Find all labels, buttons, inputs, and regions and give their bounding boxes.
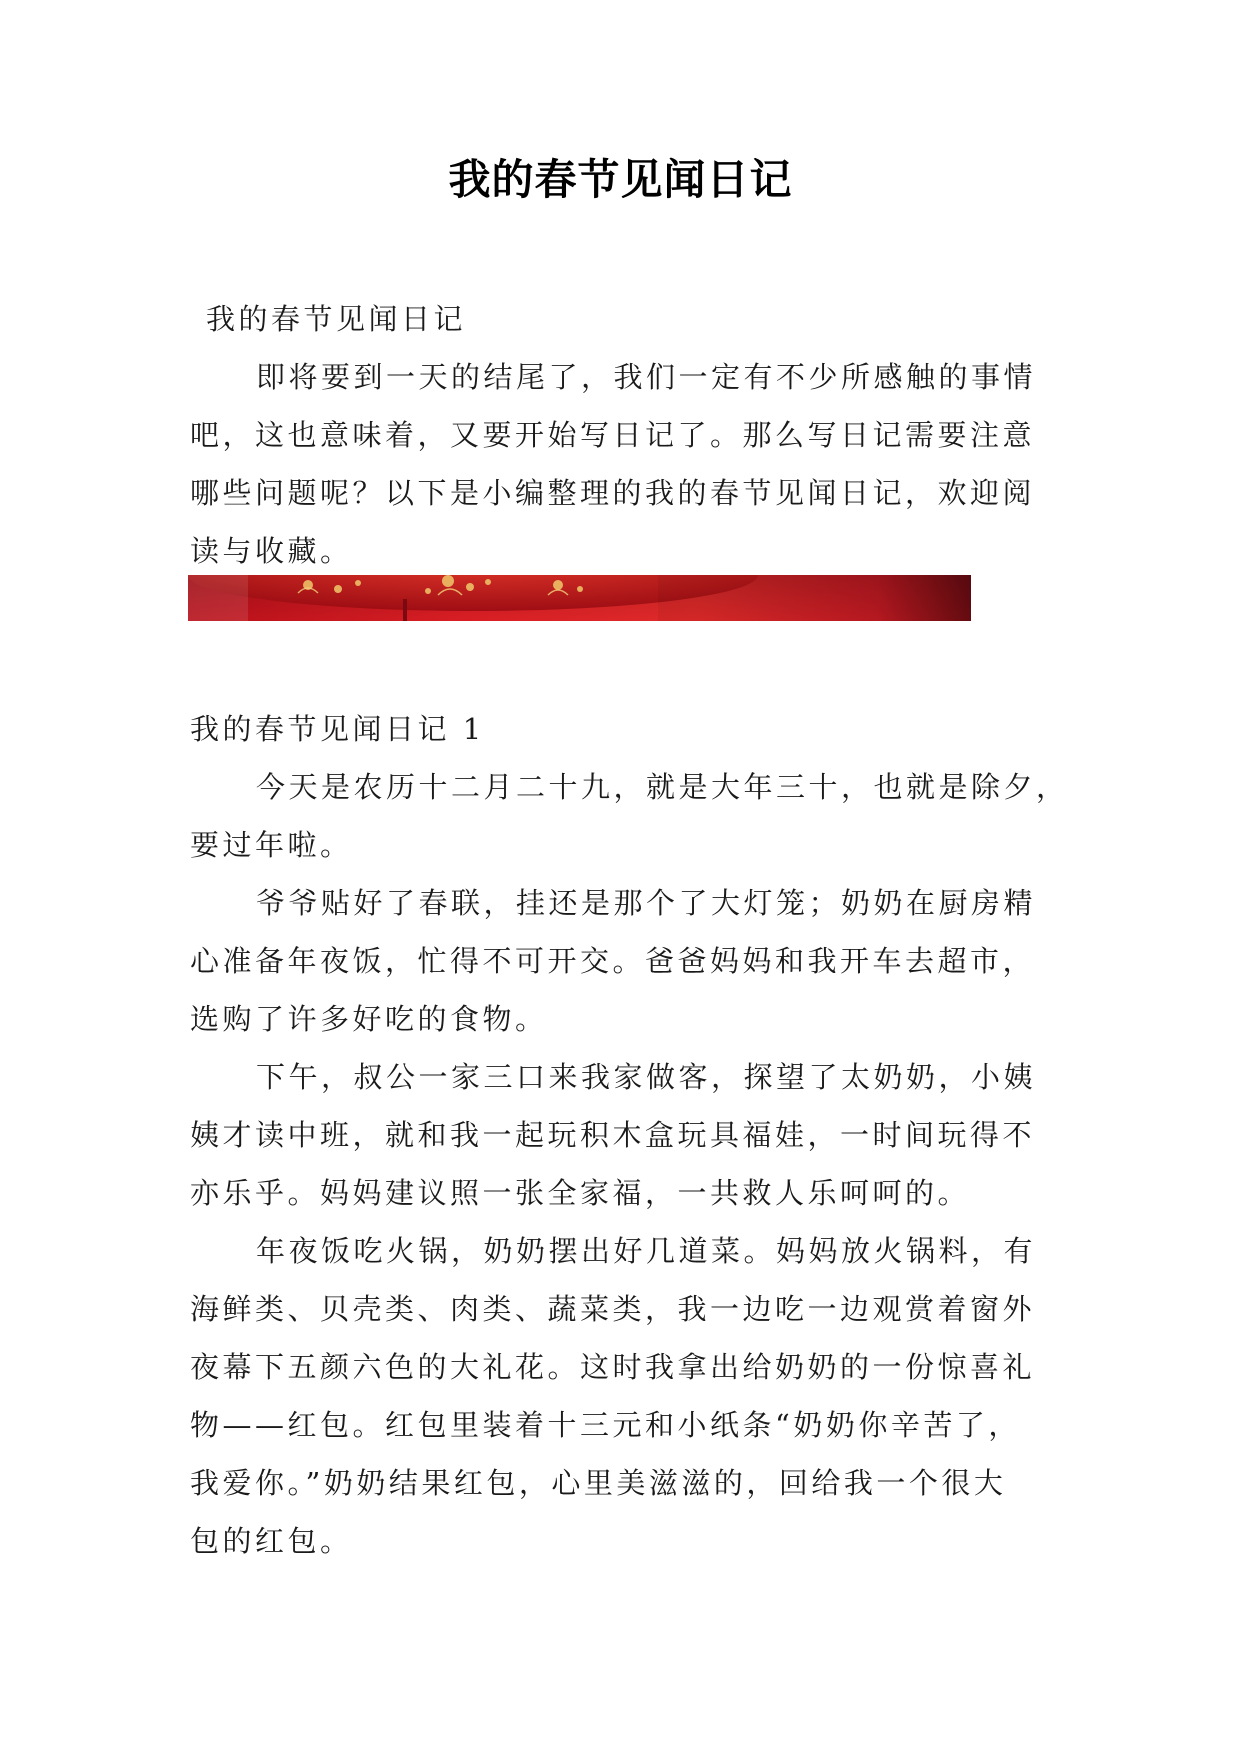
intro-line: 吧，这也意味着，又要开始写日记了。那么写日记需要注意 <box>190 418 1036 452</box>
paragraph-line: 包的红包。 <box>190 1524 353 1558</box>
paragraph-line: 今天是农历十二月二十九，就是大年三十，也就是除夕， <box>256 770 1069 804</box>
red-lantern-banner-image <box>188 575 971 621</box>
document-title: 我的春节见闻日记 <box>448 155 793 204</box>
paragraph-line: 我爱你。”奶奶结果红包，心里美滋滋的，回给我一个很大 <box>190 1466 1007 1500</box>
paragraph-line: 选购了许多好吃的食物。 <box>190 1002 548 1036</box>
intro-line: 读与收藏。 <box>190 534 353 568</box>
intro-line: 哪些问题呢？以下是小编整理的我的春节见闻日记，欢迎阅 <box>190 476 1036 510</box>
section-heading: 我的春节见闻日记 1 <box>190 712 485 746</box>
paragraph-line: 夜幕下五颜六色的大礼花。这时我拿出给奶奶的一份惊喜礼 <box>190 1350 1036 1384</box>
document-subtitle: 我的春节见闻日记 <box>206 302 467 336</box>
paragraph-line: 姨才读中班，就和我一起玩积木盒玩具福娃，一时间玩得不 <box>190 1118 1036 1152</box>
paragraph-line: 年夜饭吃火锅，奶奶摆出好几道菜。妈妈放火锅料，有 <box>256 1234 1037 1268</box>
paragraph-line: 下午，叔公一家三口来我家做客，探望了太奶奶，小姨 <box>256 1060 1037 1094</box>
paragraph-line: 要过年啦。 <box>190 828 353 862</box>
paragraph-line: 海鲜类、贝壳类、肉类、蔬菜类，我一边吃一边观赏着窗外 <box>190 1292 1036 1326</box>
paragraph-line: 亦乐乎。妈妈建议照一张全家福，一共救人乐呵呵的。 <box>190 1176 971 1210</box>
intro-line: 即将要到一天的结尾了，我们一定有不少所感触的事情 <box>256 360 1037 394</box>
paragraph-line: 心准备年夜饭，忙得不可开交。爸爸妈妈和我开车去超市， <box>190 944 1036 978</box>
paragraph-line: 物——红包。红包里装着十三元和小纸条“奶奶你辛苦了， <box>190 1408 1021 1442</box>
diary-section-1 <box>190 700 1070 1570</box>
intro-block <box>190 290 1070 580</box>
paragraph-line: 爷爷贴好了春联，挂还是那个了大灯笼；奶奶在厨房精 <box>256 886 1037 920</box>
